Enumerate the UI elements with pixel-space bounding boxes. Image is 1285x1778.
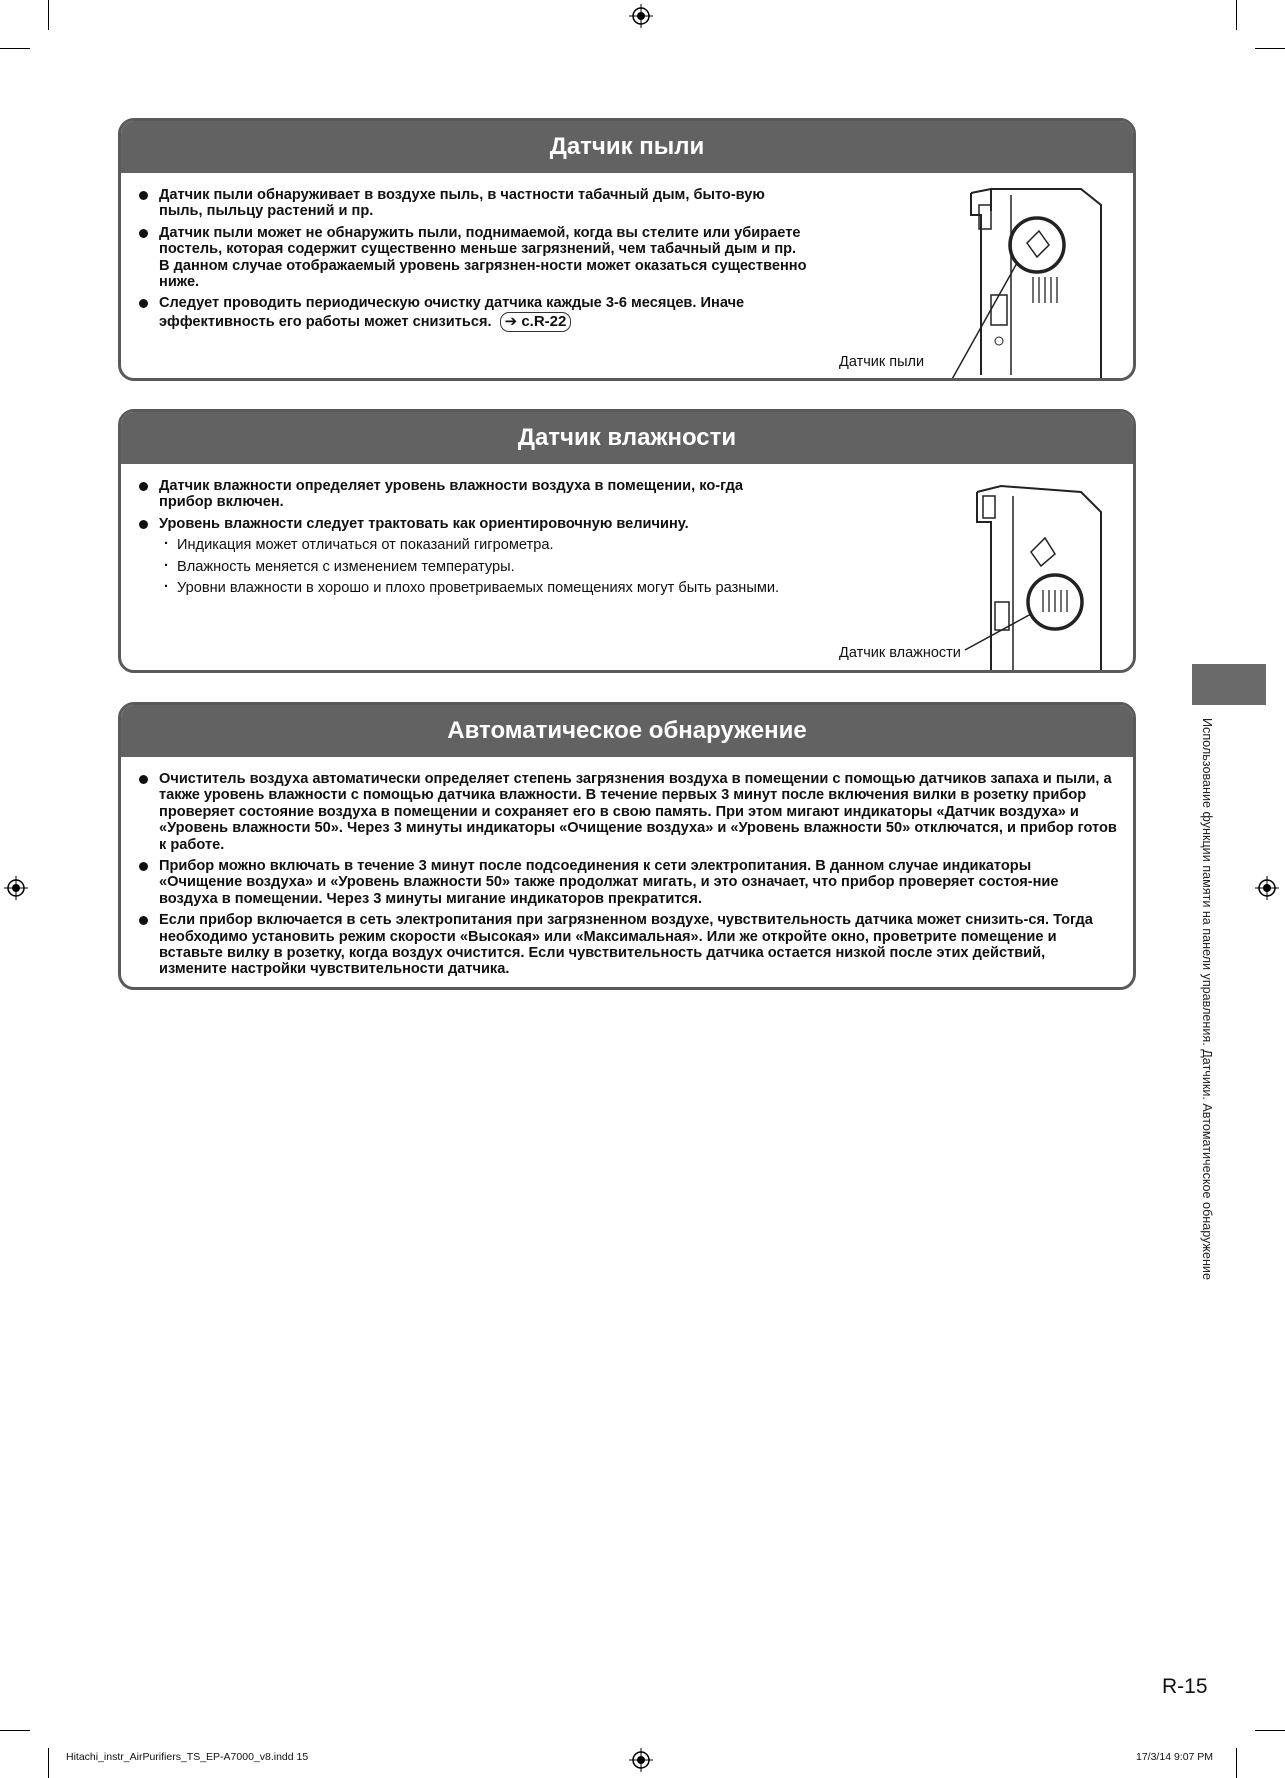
humidity-sensor-section [118, 409, 1136, 673]
list-item [137, 516, 797, 597]
figure-caption: Датчик влажности [839, 645, 961, 661]
page-reference-label: с.R-22 [521, 312, 567, 330]
page-number: R-15 [1162, 1675, 1208, 1698]
section-title: Датчик пыли [121, 121, 1133, 173]
crop-mark [1255, 1730, 1285, 1731]
list-item-text: Следует проводить периодическую очистку датчика каждые 3-6 месяцев. Иначе эффективность его работы может снизиться. [159, 295, 745, 330]
auto-detection-section [118, 702, 1136, 990]
footer-file-info: Hitachi_instr_AirPurifiers_TS_EP-A7000_v8.indd 15 [66, 1751, 309, 1763]
crop-mark [0, 1730, 30, 1731]
crop-mark [0, 48, 30, 49]
crop-mark [1236, 0, 1237, 30]
page-reference[interactable] [500, 312, 572, 332]
crop-mark [48, 1748, 49, 1778]
sub-list-item: · Влажность меняется с изменением температуры. [159, 559, 797, 575]
crop-mark [1255, 48, 1285, 49]
sub-list [159, 537, 797, 596]
registration-mark-icon [4, 876, 28, 900]
registration-mark-icon [629, 4, 653, 28]
list-item-text: Уровень влажности следует трактовать как ориентировочную величину. [159, 515, 689, 532]
section-title: Датчик влажности [121, 412, 1133, 464]
list-item [137, 225, 807, 291]
dust-sensor-illustration [951, 185, 1131, 381]
bullet-list [137, 478, 797, 601]
bullet-list [137, 771, 1117, 983]
list-item-text: Если прибор включается в сеть электропитания при загрязненном воздухе, чувствительность датчика может снизить-ся. Тогда необходимо установить режим скорости «Высокая» или «Максимальная». Или же откройте окно, проветрите помещение и вставьте вилку в розетку, когда воздух очистится. Если чувствительность датчика остается низкой после этих действий, измените настройки чувствительности датчика. [159, 912, 1093, 978]
humidity-sensor-illustration [951, 482, 1131, 673]
list-item [137, 771, 1117, 853]
list-item-text: Очиститель воздуха автоматически определяет степень загрязнения воздуха в помещении с помощью датчиков запаха и пыли, а также уровень влажности с помощью датчика влажности. В течение первых 3 минут после включения вилки в розетку прибор проверяет состояние воздуха в помещении и сохраняет его в свою память. При этом мигают индикаторы «Датчик воздуха» и «Уровень влажности 50». Через 3 минуты индикаторы «Очищение воздуха» и «Уровень влажности 50» отключатся, и прибор готов к работе. [159, 771, 1117, 853]
list-item [137, 912, 1117, 978]
chapter-tab-text: Использование функции памяти на панели управления. Датчики. Автоматическое обнаружение [1200, 718, 1214, 1280]
list-item [137, 187, 807, 220]
crop-mark [1236, 1748, 1237, 1778]
footer-date: 17/3/14 9:07 PM [1136, 1751, 1214, 1763]
arrow-right-icon: ➔ [504, 312, 518, 330]
list-item-text: Прибор можно включать в течение 3 минут после подсоединения к сети электропитания. В данном случае индикаторы «Очищение воздуха» и «Уровень влажности 50» также продолжат мигать, и это означает, что прибор проверяет состоя-ние воздуха в помещении. Через 3 минуты мигание индикаторов прекратится. [159, 858, 1059, 907]
section-title: Автоматическое обнаружение [121, 705, 1133, 757]
figure-caption: Датчик пыли [839, 354, 925, 370]
registration-mark-icon [629, 1748, 653, 1772]
list-item-text: Датчик пыли обнаруживает в воздухе пыль, в частности табачный дым, быто-вую пыль, пыльцу растений и пр. [159, 187, 765, 220]
dust-sensor-section [118, 118, 1136, 381]
sub-list-item: · Индикация может отличаться от показаний гигрометра. [159, 537, 797, 553]
list-item-text: Датчик влажности определяет уровень влажности воздуха в помещении, ко-гда прибор включен. [159, 478, 744, 511]
list-item [137, 478, 797, 511]
list-item [137, 858, 1117, 907]
sub-list-item: · Уровни влажности в хорошо и плохо проветриваемых помещениях могут быть разными. [159, 580, 797, 596]
bullet-list [137, 187, 807, 337]
registration-mark-icon [1255, 876, 1279, 900]
chapter-tab [1192, 664, 1266, 705]
crop-mark [48, 0, 49, 30]
list-item [137, 295, 807, 331]
list-item-text: Датчик пыли может не обнаружить пыли, поднимаемой, когда вы стелите или убираете постель, которая содержит существенно меньше загрязнений, чем табачный дым и пр. В данном случае отображаемый уровень загрязнен-ности может оказаться существенно ниже. [159, 224, 807, 291]
